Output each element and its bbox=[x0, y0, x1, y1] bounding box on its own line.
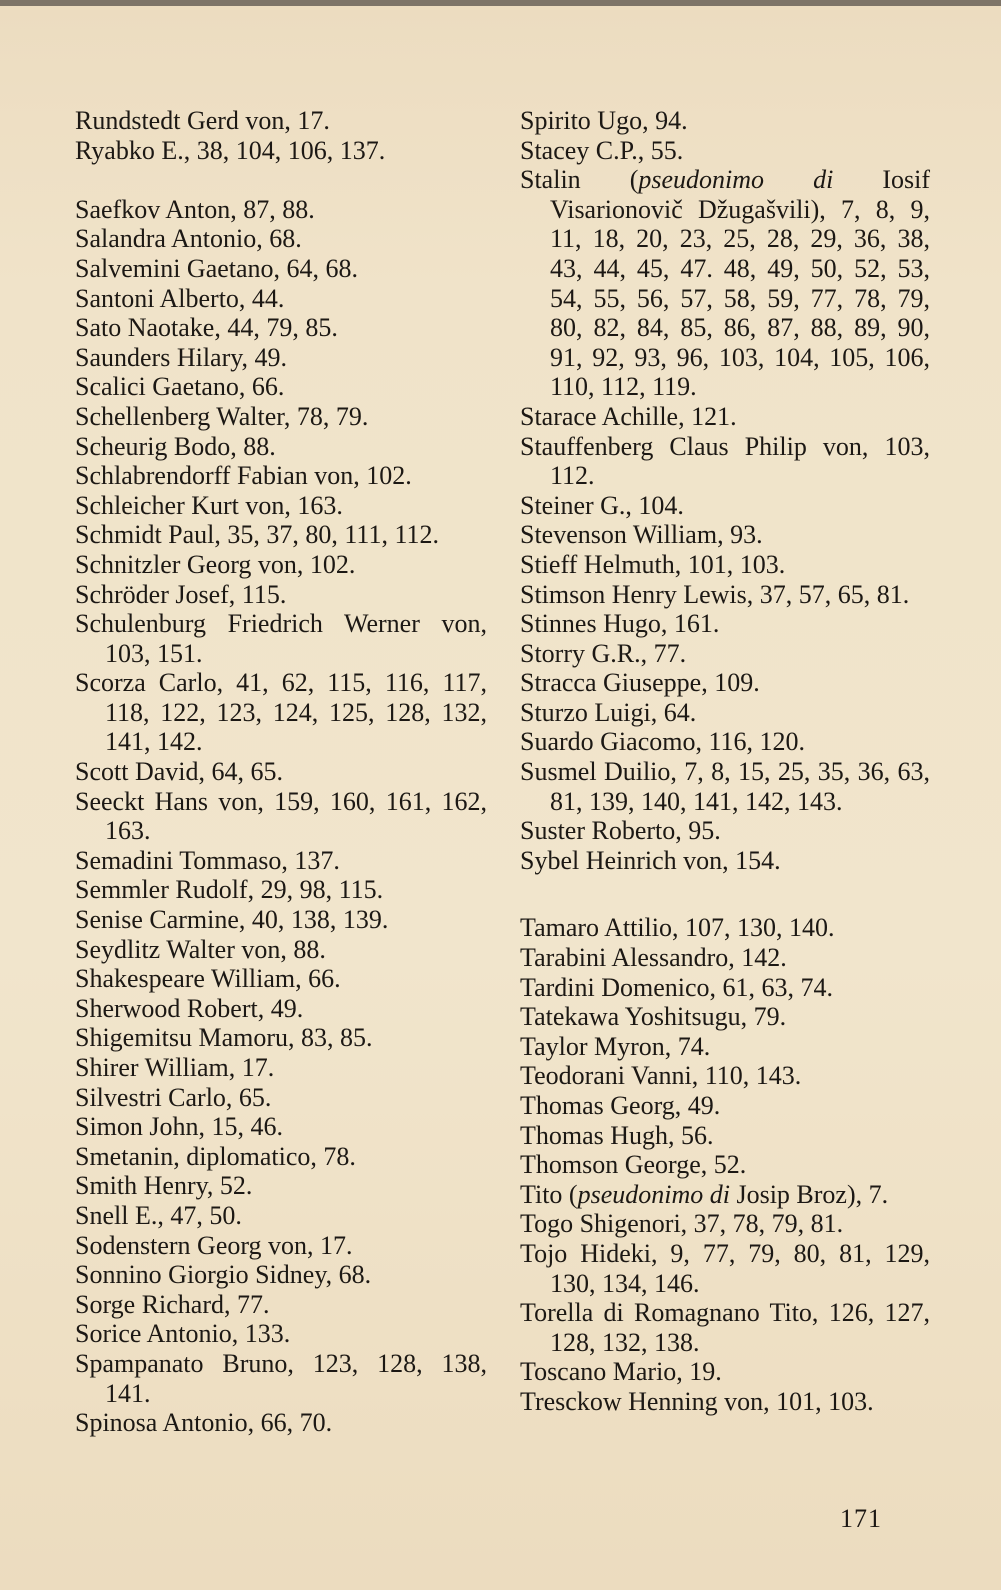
index-entry: Steiner G., 104. bbox=[520, 490, 684, 520]
index-entry: Teodorani Vanni, 110, 143. bbox=[520, 1061, 802, 1091]
index-entry: Tresckow Henning von, 101, 103. bbox=[520, 1386, 874, 1416]
index-entry: Silvestri Carlo, 65. bbox=[75, 1082, 272, 1112]
index-entry: Sherwood Robert, 49. bbox=[75, 993, 304, 1023]
index-entry: Schellenberg Walter, 78, 79. bbox=[75, 401, 369, 431]
index-entry: Sturzo Luigi, 64. bbox=[520, 697, 697, 727]
index-entry: Stevenson William, 93. bbox=[520, 520, 763, 550]
index-entry: Tatekawa Yoshitsugu, 79. bbox=[520, 1002, 787, 1032]
entry-name: Tito ( bbox=[520, 1179, 578, 1209]
index-entry: Seydlitz Walter von, 88. bbox=[75, 934, 326, 964]
entry-pages: Josip Broz), 7. bbox=[729, 1179, 889, 1209]
index-entry: Shigemitsu Mamoru, 83, 85. bbox=[75, 1023, 373, 1053]
index-entry: Saefkov Anton, 87, 88. bbox=[75, 194, 315, 224]
index-entry: Scott David, 64, 65. bbox=[75, 757, 283, 787]
index-entry: Shakespeare William, 66. bbox=[75, 964, 341, 994]
right-index-column bbox=[520, 106, 930, 1417]
index-entry: Semmler Rudolf, 29, 98, 115. bbox=[75, 875, 384, 905]
page-number: 171 bbox=[840, 1504, 882, 1533]
index-entry: Schnitzler Georg von, 102. bbox=[75, 549, 356, 579]
index-entry: Tojo Hideki, 9, 77, 79, 80, 81, 129, 130, 134, 146. bbox=[520, 1238, 930, 1298]
index-entry: Simon John, 15, 46. bbox=[75, 1112, 284, 1142]
index-entry: Senise Carmine, 40, 138, 139. bbox=[75, 905, 389, 935]
index-entry: Schulenburg Friedrich Werner von, 103, 151. bbox=[75, 609, 487, 668]
entry-name: Stalin ( bbox=[520, 165, 639, 195]
index-entry: Salvemini Gaetano, 64, 68. bbox=[75, 253, 359, 283]
index-entry: Stracca Giuseppe, 109. bbox=[520, 668, 760, 698]
index-entry: Rundstedt Gerd von, 17. bbox=[75, 106, 330, 135]
index-entry: Santoni Alberto, 44. bbox=[75, 283, 285, 313]
index-entry: Spirito Ugo, 94. bbox=[520, 106, 688, 135]
index-entry: Sorge Richard, 77. bbox=[75, 1289, 270, 1319]
index-entry: Spampanato Bruno, 123, 128, 138, 141. bbox=[75, 1348, 487, 1408]
index-entry: Thomas Georg, 49. bbox=[520, 1091, 721, 1120]
index-entry: Sonnino Giorgio Sidney, 68. bbox=[75, 1260, 372, 1290]
index-entry: Stieff Helmuth, 101, 103. bbox=[520, 549, 786, 579]
index-entry: Suster Roberto, 95. bbox=[520, 816, 721, 846]
index-entry: Snell E., 47, 50. bbox=[75, 1200, 242, 1230]
index-entry: Saunders Hilary, 49. bbox=[75, 342, 288, 372]
index-entry: Toscano Mario, 19. bbox=[520, 1357, 722, 1387]
index-entry: Schlabrendorff Fabian von, 102. bbox=[75, 461, 412, 491]
index-entry: Stinnes Hugo, 161. bbox=[520, 609, 720, 639]
index-entry: Stimson Henry Lewis, 37, 57, 65, 81. bbox=[520, 579, 910, 609]
index-entry: Thomas Hugh, 56. bbox=[520, 1120, 714, 1150]
entry-pages: Iosif Visarionovič Džugašvili), 7, 8, 9, 11, 18, 20, 23, 25, 28, 29, 36, 38, 43, 44, 45, 47. 48, 49, 50, 52, 53, 54, 55, 56, 57, 58, 59, 77, 78, 79, 80, 82, 84, 85, 86, 87, 88, 89, 90, 91, 92, 93, 96, 103, 104, 105, 106, 110, 112, 119. bbox=[550, 165, 930, 402]
index-entry: Togo Shigenori, 37, 78, 79, 81. bbox=[520, 1209, 844, 1239]
index-entry: Scalici Gaetano, 66. bbox=[75, 372, 285, 402]
index-entry-stalin bbox=[520, 165, 930, 402]
index-entry: Seeckt Hans von, 159, 160, 161, 162, 163. bbox=[75, 786, 487, 846]
index-entry: Scorza Carlo, 41, 62, 115, 116, 117, 118, 122, 123, 124, 125, 128, 132, 141, 142. bbox=[75, 668, 487, 757]
entry-italic-note: pseudonimo di bbox=[577, 1179, 730, 1209]
index-entry: Salandra Antonio, 68. bbox=[75, 224, 302, 254]
index-entry: Sybel Heinrich von, 154. bbox=[520, 845, 781, 875]
index-entry: Starace Achille, 121. bbox=[520, 401, 737, 431]
index-entry: Spinosa Antonio, 66, 70. bbox=[75, 1408, 333, 1438]
index-entry: Schleicher Kurt von, 163. bbox=[75, 490, 343, 520]
index-entry: Tarabini Alessandro, 142. bbox=[520, 943, 787, 973]
index-entry: Sodenstern Georg von, 17. bbox=[75, 1230, 353, 1260]
index-entry: Susmel Duilio, 7, 8, 15, 25, 35, 36, 63, 81, 139, 140, 141, 142, 143. bbox=[520, 757, 930, 816]
index-entry: Tamaro Attilio, 107, 130, 140. bbox=[520, 913, 835, 943]
index-entry: Schmidt Paul, 35, 37, 80, 111, 112. bbox=[75, 520, 439, 550]
index-entry: Tardini Domenico, 61, 63, 74. bbox=[520, 972, 834, 1002]
index-entry: Smetanin, diplomatico, 78. bbox=[75, 1141, 356, 1171]
index-entry: Schröder Josef, 115. bbox=[75, 579, 287, 609]
index-entry: Sorice Antonio, 133. bbox=[75, 1319, 291, 1349]
index-entry: Scheurig Bodo, 88. bbox=[75, 431, 276, 461]
index-entry: Sato Naotake, 44, 79, 85. bbox=[75, 313, 338, 343]
entry-italic-note: pseudonimo di bbox=[638, 165, 834, 195]
left-index-column bbox=[75, 106, 487, 1438]
index-entry: Shirer William, 17. bbox=[75, 1053, 275, 1082]
index-entry: Semadini Tommaso, 137. bbox=[75, 845, 340, 875]
index-entry: Stauffenberg Claus Philip von, 103, 112. bbox=[520, 431, 930, 491]
index-entry: Thomson George, 52. bbox=[520, 1150, 747, 1180]
index-entry: Storry G.R., 77. bbox=[520, 638, 687, 668]
index-entry: Taylor Myron, 74. bbox=[520, 1031, 711, 1061]
index-entry: Ryabko E., 38, 104, 106, 137. bbox=[75, 135, 386, 165]
index-entry-tito bbox=[520, 1180, 930, 1210]
index-entry: Stacey C.P., 55. bbox=[520, 135, 684, 165]
index-entry: Smith Henry, 52. bbox=[75, 1171, 253, 1201]
index-entry: Torella di Romagnano Tito, 126, 127, 128, 132, 138. bbox=[520, 1298, 930, 1357]
index-entry: Suardo Giacomo, 116, 120. bbox=[520, 727, 805, 757]
